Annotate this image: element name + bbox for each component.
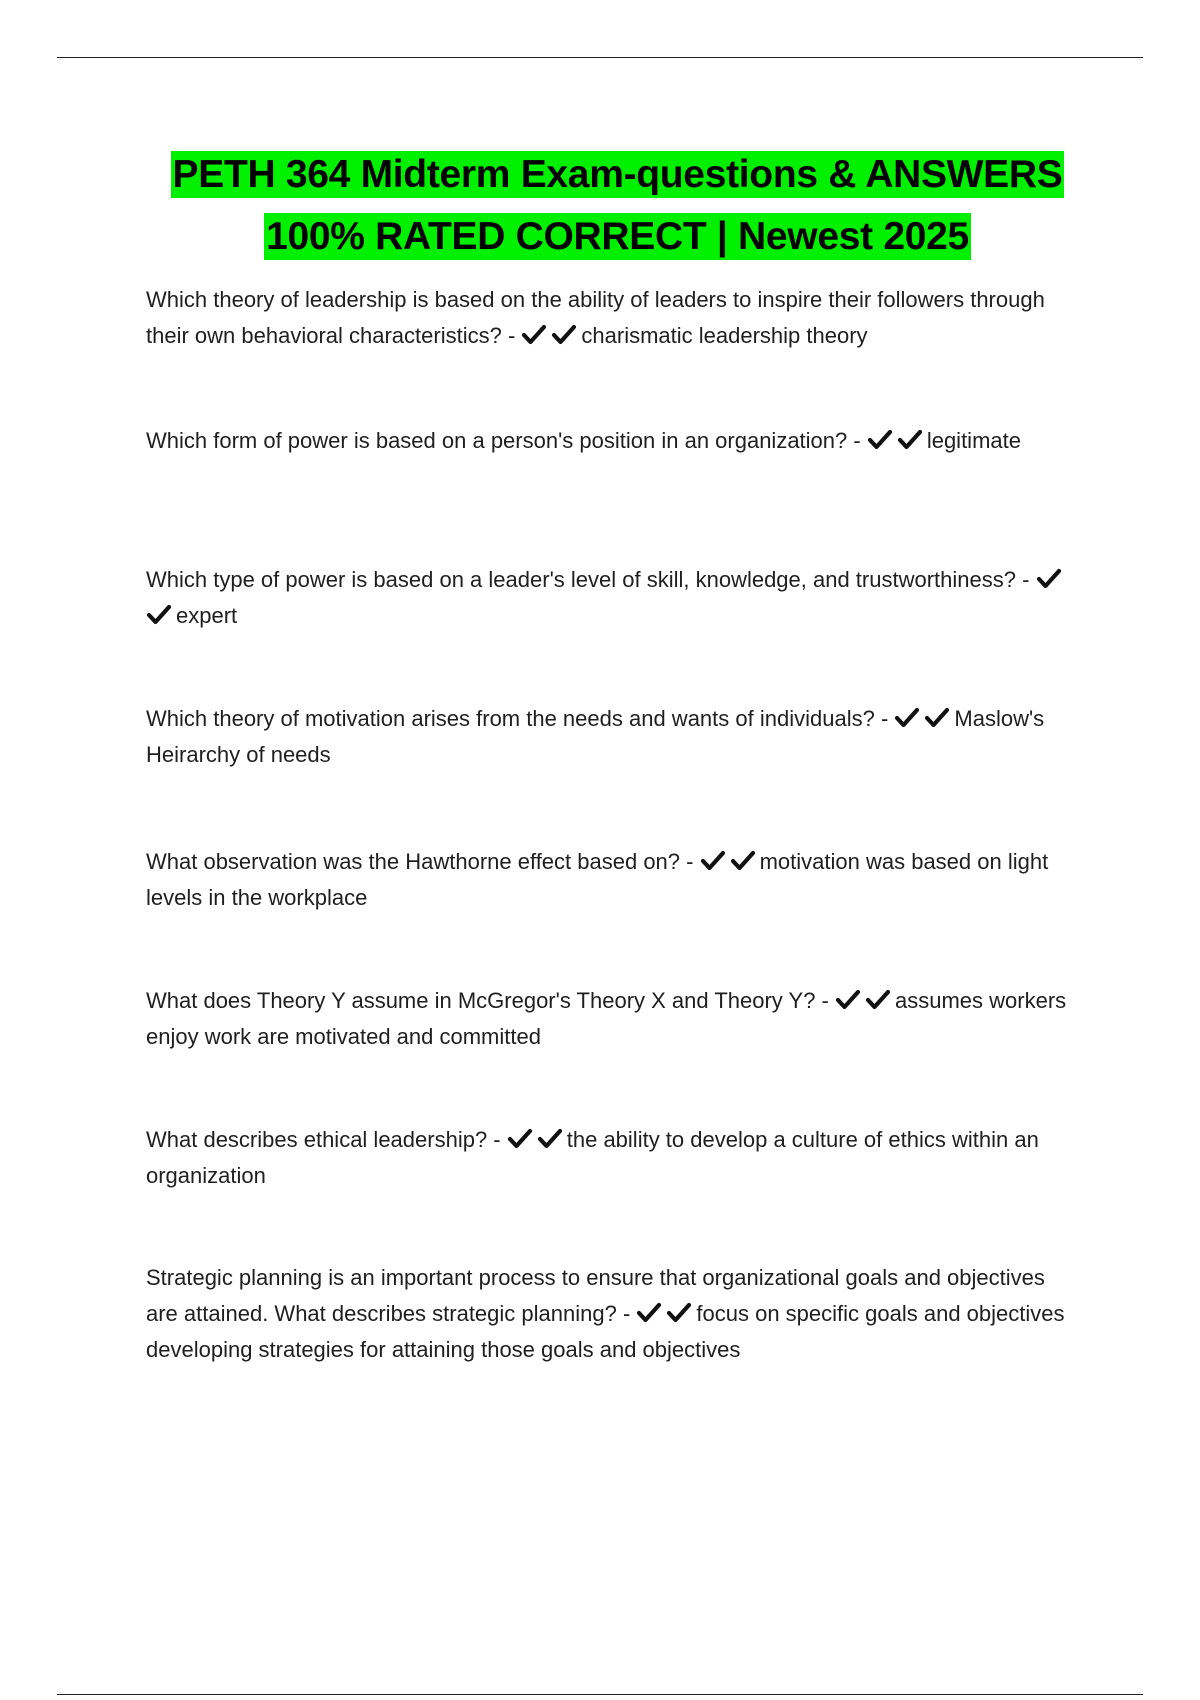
qa-item-6 xyxy=(146,983,1076,1055)
question-text: Which type of power is based on a leader's level of skill, knowledge, and trustworthiness? xyxy=(146,567,1016,592)
answer-text: legitimate xyxy=(926,428,1021,453)
separator: - xyxy=(847,428,867,453)
answer-text: motivation was based on light levels in the workplace xyxy=(146,849,1049,910)
answer-text: Maslow's Heirarchy of needs xyxy=(146,706,1045,767)
qa-item-1 xyxy=(146,282,1076,354)
question-text: Which theory of motivation arises from the needs and wants of individuals? xyxy=(146,706,875,731)
check-mark-icon xyxy=(636,1302,662,1324)
check-mark-icon xyxy=(666,1302,692,1324)
check-mark-icon xyxy=(730,850,756,872)
answer-text: the ability to develop a culture of ethics within an organization xyxy=(146,1127,1039,1188)
check-mark-icon xyxy=(507,1128,533,1150)
title-line-2: 100% RATED CORRECT | Newest 2025 xyxy=(266,215,969,258)
document-title xyxy=(0,144,1200,268)
separator: - xyxy=(616,1301,637,1326)
separator: - xyxy=(680,849,700,874)
check-mark-icon xyxy=(521,324,547,346)
check-mark-icon xyxy=(897,429,923,451)
check-mark-icon xyxy=(924,707,950,729)
qa-item-7 xyxy=(146,1122,1076,1194)
check-mark-icon xyxy=(551,324,577,346)
separator: - xyxy=(815,988,835,1013)
separator: - xyxy=(1016,567,1036,592)
answer-text: focus on specific goals and objectives developing strategies for attaining those goals and objectives xyxy=(146,1301,1065,1362)
check-mark-icon xyxy=(835,989,861,1011)
check-mark-icon xyxy=(537,1128,563,1150)
check-mark-icon xyxy=(867,429,893,451)
check-mark-icon xyxy=(700,850,726,872)
answer-text: expert xyxy=(176,603,238,628)
check-mark-icon xyxy=(894,707,920,729)
question-text: What describes ethical leadership? xyxy=(146,1127,488,1152)
question-text: Which form of power is based on a person's position in an organization? xyxy=(146,428,848,453)
qa-item-2 xyxy=(146,423,1076,459)
title-line-1: PETH 364 Midterm Exam-questions & ANSWERS xyxy=(172,153,1063,196)
check-mark-icon xyxy=(1036,568,1062,590)
question-text: Strategic planning is an important process to ensure that organizational goals and objectives are attained. What describes strategic planning? xyxy=(146,1265,1045,1326)
answer-text: charismatic leadership theory xyxy=(581,323,868,348)
qa-item-4 xyxy=(146,701,1076,773)
question-text: What observation was the Hawthorne effect based on? xyxy=(146,849,681,874)
question-text: Which theory of leadership is based on the ability of leaders to inspire their followers through their own behavioral characteristics? xyxy=(146,287,1045,348)
bottom-divider xyxy=(57,1694,1143,1695)
qa-item-3 xyxy=(146,562,1076,634)
question-text: What does Theory Y assume in McGregor's Theory X and Theory Y? xyxy=(146,988,816,1013)
separator: - xyxy=(874,706,895,731)
separator: - xyxy=(501,323,522,348)
top-divider xyxy=(57,57,1143,58)
answer-text: assumes workers enjoy work are motivated and committed xyxy=(146,988,1067,1049)
check-mark-icon xyxy=(865,989,891,1011)
separator: - xyxy=(487,1127,507,1152)
qa-item-5 xyxy=(146,844,1076,916)
qa-item-8 xyxy=(146,1260,1076,1368)
check-mark-icon xyxy=(146,604,172,626)
